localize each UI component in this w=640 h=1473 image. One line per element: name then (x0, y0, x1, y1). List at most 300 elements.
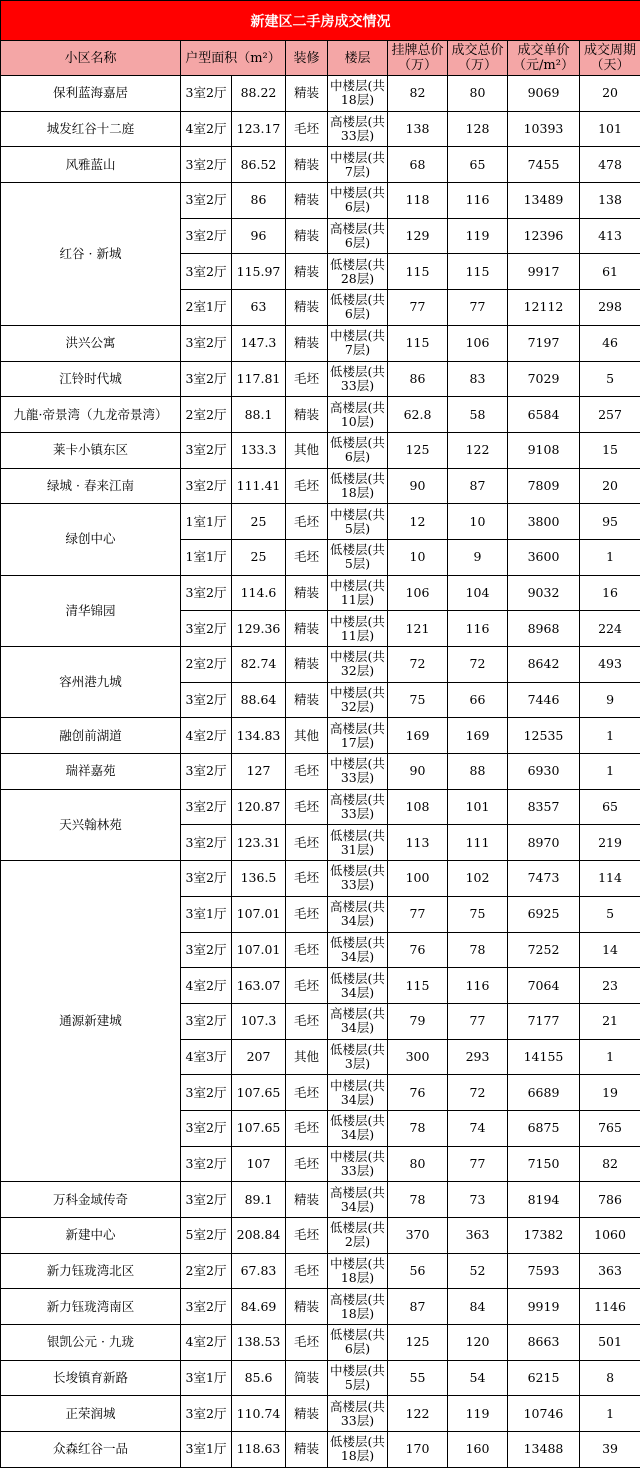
cell-community-name: 新力钰珑湾南区 (1, 1289, 181, 1325)
cell-layout: 4室3厅 (181, 1039, 232, 1075)
cell-list-price: 82 (388, 76, 448, 112)
cell-list-price: 90 (388, 754, 448, 790)
cell-floor: 中楼层(共33层) (328, 1146, 388, 1182)
cell-list-price: 122 (388, 1396, 448, 1432)
table-row (1, 1253, 640, 1289)
cell-unit-price: 7252 (508, 932, 580, 968)
cell-floor: 中楼层(共5层) (328, 1360, 388, 1396)
cell-period: 14 (580, 932, 640, 968)
cell-unit-price: 6925 (508, 896, 580, 932)
table-body (1, 76, 640, 1468)
cell-decoration: 其他 (286, 432, 328, 468)
cell-list-price: 10 (388, 539, 448, 575)
cell-list-price: 118 (388, 183, 448, 219)
cell-period: 478 (580, 147, 640, 183)
cell-deal-price: 104 (448, 575, 508, 611)
cell-floor: 低楼层(共18层) (328, 468, 388, 504)
cell-period: 20 (580, 76, 640, 112)
header-period: 成交周期（天） (580, 41, 640, 76)
cell-deal-price: 88 (448, 754, 508, 790)
cell-floor: 高楼层(共33层) (328, 111, 388, 147)
table-row (1, 1182, 640, 1218)
cell-area: 85.6 (232, 1360, 286, 1396)
cell-decoration: 精装 (286, 254, 328, 290)
cell-period: 1 (580, 539, 640, 575)
cell-layout: 2室1厅 (181, 290, 232, 326)
cell-deal-price: 116 (448, 183, 508, 219)
cell-decoration: 毛坯 (286, 1218, 328, 1254)
cell-period: 298 (580, 290, 640, 326)
cell-community-name: 众森红谷一品 (1, 1432, 181, 1468)
cell-layout: 3室2厅 (181, 825, 232, 861)
cell-unit-price: 3800 (508, 504, 580, 540)
cell-community-name: 瑞祥嘉苑 (1, 754, 181, 790)
cell-decoration: 其他 (286, 718, 328, 754)
cell-deal-price: 78 (448, 932, 508, 968)
cell-community-name: 清华锦园 (1, 575, 181, 646)
cell-period: 1 (580, 1039, 640, 1075)
cell-community-name: 正荣润城 (1, 1396, 181, 1432)
cell-decoration: 精装 (286, 1182, 328, 1218)
cell-period: 413 (580, 218, 640, 254)
table-row (1, 1218, 640, 1254)
cell-layout: 2室2厅 (181, 647, 232, 683)
cell-community-name: 保利蓝海嘉居 (1, 76, 181, 112)
cell-list-price: 113 (388, 825, 448, 861)
cell-floor: 低楼层(共5层) (328, 539, 388, 575)
cell-area: 134.83 (232, 718, 286, 754)
table-title: 新建区二手房成交情况 (1, 1, 640, 41)
cell-deal-price: 80 (448, 76, 508, 112)
cell-layout: 3室2厅 (181, 1289, 232, 1325)
cell-list-price: 78 (388, 1110, 448, 1146)
cell-list-price: 370 (388, 1218, 448, 1254)
cell-decoration: 毛坯 (286, 1253, 328, 1289)
header-deal-price: 成交总价（万） (448, 41, 508, 76)
cell-unit-price: 7593 (508, 1253, 580, 1289)
cell-period: 101 (580, 111, 640, 147)
cell-area: 111.41 (232, 468, 286, 504)
cell-period: 257 (580, 397, 640, 433)
cell-list-price: 77 (388, 290, 448, 326)
table-row (1, 183, 640, 219)
cell-layout: 3室2厅 (181, 682, 232, 718)
cell-decoration: 毛坯 (286, 932, 328, 968)
table-row (1, 1396, 640, 1432)
cell-decoration: 精装 (286, 147, 328, 183)
table-row (1, 504, 640, 540)
cell-community-name: 天兴翰林苑 (1, 789, 181, 860)
cell-layout: 3室2厅 (181, 254, 232, 290)
cell-unit-price: 6689 (508, 1075, 580, 1111)
table-row (1, 468, 640, 504)
cell-layout: 3室2厅 (181, 861, 232, 897)
cell-decoration: 毛坯 (286, 825, 328, 861)
cell-period: 765 (580, 1110, 640, 1146)
cell-floor: 中楼层(共7层) (328, 147, 388, 183)
cell-community-name: 洪兴公寓 (1, 325, 181, 361)
cell-layout: 4室2厅 (181, 1325, 232, 1361)
cell-area: 86 (232, 183, 286, 219)
cell-period: 21 (580, 1003, 640, 1039)
cell-period: 501 (580, 1325, 640, 1361)
cell-layout: 3室1厅 (181, 1360, 232, 1396)
cell-layout: 3室2厅 (181, 575, 232, 611)
cell-unit-price: 7446 (508, 682, 580, 718)
cell-floor: 中楼层(共6层) (328, 183, 388, 219)
cell-deal-price: 77 (448, 290, 508, 326)
cell-floor: 低楼层(共2层) (328, 1218, 388, 1254)
cell-deal-price: 84 (448, 1289, 508, 1325)
cell-unit-price: 12112 (508, 290, 580, 326)
cell-area: 89.1 (232, 1182, 286, 1218)
cell-layout: 3室2厅 (181, 789, 232, 825)
cell-community-name: 江铃时代城 (1, 361, 181, 397)
cell-decoration: 毛坯 (286, 896, 328, 932)
cell-decoration: 其他 (286, 1039, 328, 1075)
cell-list-price: 87 (388, 1289, 448, 1325)
cell-unit-price: 7197 (508, 325, 580, 361)
cell-floor: 低楼层(共31层) (328, 825, 388, 861)
cell-list-price: 106 (388, 575, 448, 611)
cell-decoration: 精装 (286, 183, 328, 219)
cell-layout: 2室2厅 (181, 1253, 232, 1289)
cell-list-price: 108 (388, 789, 448, 825)
cell-floor: 低楼层(共34层) (328, 1110, 388, 1146)
cell-unit-price: 7809 (508, 468, 580, 504)
cell-floor: 中楼层(共11层) (328, 611, 388, 647)
table-row (1, 647, 640, 683)
cell-period: 1 (580, 718, 640, 754)
header-list-price: 挂牌总价（万） (388, 41, 448, 76)
cell-floor: 低楼层(共6层) (328, 290, 388, 326)
cell-period: 114 (580, 861, 640, 897)
cell-layout: 3室2厅 (181, 1110, 232, 1146)
cell-decoration: 精装 (286, 575, 328, 611)
cell-list-price: 75 (388, 682, 448, 718)
cell-list-price: 55 (388, 1360, 448, 1396)
cell-area: 88.1 (232, 397, 286, 433)
cell-deal-price: 54 (448, 1360, 508, 1396)
cell-floor: 中楼层(共32层) (328, 647, 388, 683)
cell-deal-price: 77 (448, 1003, 508, 1039)
cell-deal-price: 101 (448, 789, 508, 825)
cell-layout: 4室2厅 (181, 718, 232, 754)
table-row (1, 432, 640, 468)
header-floor: 楼层 (328, 41, 388, 76)
cell-decoration: 毛坯 (286, 861, 328, 897)
cell-decoration: 毛坯 (286, 754, 328, 790)
cell-floor: 中楼层(共18层) (328, 76, 388, 112)
cell-floor: 中楼层(共11层) (328, 575, 388, 611)
cell-decoration: 精装 (286, 1432, 328, 1468)
cell-decoration: 毛坯 (286, 1003, 328, 1039)
cell-period: 363 (580, 1253, 640, 1289)
table-row (1, 1289, 640, 1325)
table-row (1, 861, 640, 897)
cell-layout: 1室1厅 (181, 539, 232, 575)
cell-layout: 3室1厅 (181, 1432, 232, 1468)
cell-floor: 中楼层(共18层) (328, 1253, 388, 1289)
header-community: 小区名称 (1, 41, 181, 76)
cell-period: 786 (580, 1182, 640, 1218)
cell-deal-price: 116 (448, 968, 508, 1004)
cell-decoration: 简装 (286, 1360, 328, 1396)
cell-deal-price: 116 (448, 611, 508, 647)
cell-area: 84.69 (232, 1289, 286, 1325)
cell-decoration: 毛坯 (286, 539, 328, 575)
cell-unit-price: 7150 (508, 1146, 580, 1182)
cell-list-price: 121 (388, 611, 448, 647)
cell-area: 67.83 (232, 1253, 286, 1289)
cell-floor: 低楼层(共3层) (328, 1039, 388, 1075)
cell-community-name: 银凯公元 · 九珑 (1, 1325, 181, 1361)
cell-unit-price: 7473 (508, 861, 580, 897)
cell-layout: 4室2厅 (181, 111, 232, 147)
cell-decoration: 精装 (286, 1396, 328, 1432)
cell-layout: 3室2厅 (181, 76, 232, 112)
cell-unit-price: 8968 (508, 611, 580, 647)
cell-area: 129.36 (232, 611, 286, 647)
cell-period: 138 (580, 183, 640, 219)
cell-community-name: 绿城 · 春来江南 (1, 468, 181, 504)
cell-list-price: 138 (388, 111, 448, 147)
cell-layout: 3室2厅 (181, 611, 232, 647)
cell-floor: 高楼层(共34层) (328, 1003, 388, 1039)
cell-community-name: 融创前湖道 (1, 718, 181, 754)
cell-area: 115.97 (232, 254, 286, 290)
cell-decoration: 毛坯 (286, 1325, 328, 1361)
cell-floor: 低楼层(共34层) (328, 932, 388, 968)
cell-community-name: 长埈镇育新路 (1, 1360, 181, 1396)
cell-decoration: 精装 (286, 1289, 328, 1325)
cell-community-name: 新建中心 (1, 1218, 181, 1254)
table-row (1, 397, 640, 433)
cell-floor: 高楼层(共6层) (328, 218, 388, 254)
cell-deal-price: 77 (448, 1146, 508, 1182)
cell-unit-price: 17382 (508, 1218, 580, 1254)
cell-deal-price: 65 (448, 147, 508, 183)
table-row (1, 789, 640, 825)
cell-layout: 3室2厅 (181, 1146, 232, 1182)
cell-area: 133.3 (232, 432, 286, 468)
cell-decoration: 毛坯 (286, 1075, 328, 1111)
table-row (1, 754, 640, 790)
cell-floor: 高楼层(共10层) (328, 397, 388, 433)
cell-area: 163.07 (232, 968, 286, 1004)
cell-deal-price: 128 (448, 111, 508, 147)
cell-list-price: 80 (388, 1146, 448, 1182)
cell-list-price: 115 (388, 254, 448, 290)
cell-area: 147.3 (232, 325, 286, 361)
cell-list-price: 62.8 (388, 397, 448, 433)
cell-period: 23 (580, 968, 640, 1004)
cell-layout: 3室2厅 (181, 468, 232, 504)
cell-area: 107.01 (232, 896, 286, 932)
cell-list-price: 86 (388, 361, 448, 397)
header-unit-price: 成交单价（元/m²） (508, 41, 580, 76)
cell-area: 107.65 (232, 1110, 286, 1146)
cell-decoration: 毛坯 (286, 361, 328, 397)
cell-decoration: 精装 (286, 218, 328, 254)
cell-unit-price: 9069 (508, 76, 580, 112)
cell-list-price: 115 (388, 968, 448, 1004)
header-decoration: 装修 (286, 41, 328, 76)
cell-community-name: 新力钰珑湾北区 (1, 1253, 181, 1289)
cell-area: 117.81 (232, 361, 286, 397)
cell-decoration: 精装 (286, 682, 328, 718)
table-row (1, 325, 640, 361)
cell-deal-price: 72 (448, 1075, 508, 1111)
cell-floor: 中楼层(共33层) (328, 754, 388, 790)
cell-area: 25 (232, 504, 286, 540)
cell-unit-price: 3600 (508, 539, 580, 575)
cell-period: 219 (580, 825, 640, 861)
cell-area: 107.65 (232, 1075, 286, 1111)
cell-unit-price: 14155 (508, 1039, 580, 1075)
cell-unit-price: 9032 (508, 575, 580, 611)
cell-decoration: 精装 (286, 76, 328, 112)
cell-list-price: 77 (388, 896, 448, 932)
cell-period: 1 (580, 1396, 640, 1432)
cell-unit-price: 10393 (508, 111, 580, 147)
cell-layout: 3室2厅 (181, 754, 232, 790)
cell-layout: 3室2厅 (181, 1182, 232, 1218)
cell-list-price: 125 (388, 1325, 448, 1361)
cell-floor: 低楼层(共33层) (328, 361, 388, 397)
cell-list-price: 76 (388, 932, 448, 968)
cell-decoration: 毛坯 (286, 504, 328, 540)
cell-floor: 高楼层(共34层) (328, 896, 388, 932)
cell-layout: 3室2厅 (181, 932, 232, 968)
table-row (1, 361, 640, 397)
cell-list-price: 90 (388, 468, 448, 504)
cell-layout: 5室2厅 (181, 1218, 232, 1254)
cell-floor: 高楼层(共34层) (328, 1182, 388, 1218)
cell-list-price: 12 (388, 504, 448, 540)
cell-deal-price: 363 (448, 1218, 508, 1254)
cell-area: 107.3 (232, 1003, 286, 1039)
cell-area: 88.22 (232, 76, 286, 112)
cell-unit-price: 6215 (508, 1360, 580, 1396)
cell-layout: 1室1厅 (181, 504, 232, 540)
cell-period: 1 (580, 754, 640, 790)
table-row (1, 718, 640, 754)
cell-period: 82 (580, 1146, 640, 1182)
cell-decoration: 精装 (286, 611, 328, 647)
cell-unit-price: 7177 (508, 1003, 580, 1039)
cell-decoration: 精装 (286, 290, 328, 326)
cell-decoration: 毛坯 (286, 111, 328, 147)
cell-unit-price: 10746 (508, 1396, 580, 1432)
cell-floor: 低楼层(共34层) (328, 968, 388, 1004)
cell-floor: 低楼层(共18层) (328, 1432, 388, 1468)
cell-community-name: 红谷 · 新城 (1, 183, 181, 326)
cell-area: 110.74 (232, 1396, 286, 1432)
cell-deal-price: 119 (448, 1396, 508, 1432)
table-row (1, 575, 640, 611)
cell-community-name: 九龍·帝景湾（九龙帝景湾） (1, 397, 181, 433)
cell-unit-price: 12396 (508, 218, 580, 254)
cell-floor: 低楼层(共6层) (328, 432, 388, 468)
cell-community-name: 莱卡小镇东区 (1, 432, 181, 468)
cell-period: 1060 (580, 1218, 640, 1254)
cell-area: 96 (232, 218, 286, 254)
cell-floor: 低楼层(共28层) (328, 254, 388, 290)
cell-layout: 3室2厅 (181, 1396, 232, 1432)
cell-list-price: 300 (388, 1039, 448, 1075)
cell-period: 8 (580, 1360, 640, 1396)
cell-layout: 3室2厅 (181, 218, 232, 254)
cell-period: 1146 (580, 1289, 640, 1325)
cell-unit-price: 8194 (508, 1182, 580, 1218)
cell-floor: 高楼层(共33层) (328, 789, 388, 825)
cell-unit-price: 13488 (508, 1432, 580, 1468)
cell-floor: 中楼层(共7层) (328, 325, 388, 361)
cell-period: 19 (580, 1075, 640, 1111)
cell-area: 127 (232, 754, 286, 790)
cell-area: 107.01 (232, 932, 286, 968)
cell-floor: 高楼层(共17层) (328, 718, 388, 754)
cell-list-price: 170 (388, 1432, 448, 1468)
cell-floor: 中楼层(共32层) (328, 682, 388, 718)
table-row (1, 1432, 640, 1468)
cell-deal-price: 58 (448, 397, 508, 433)
cell-community-name: 绿创中心 (1, 504, 181, 575)
cell-floor: 中楼层(共5层) (328, 504, 388, 540)
cell-unit-price: 13489 (508, 183, 580, 219)
cell-period: 39 (580, 1432, 640, 1468)
cell-list-price: 79 (388, 1003, 448, 1039)
cell-layout: 3室2厅 (181, 183, 232, 219)
cell-area: 123.31 (232, 825, 286, 861)
cell-deal-price: 9 (448, 539, 508, 575)
cell-period: 20 (580, 468, 640, 504)
cell-period: 16 (580, 575, 640, 611)
cell-period: 95 (580, 504, 640, 540)
cell-floor: 高楼层(共33层) (328, 1396, 388, 1432)
cell-unit-price: 8357 (508, 789, 580, 825)
cell-unit-price: 7064 (508, 968, 580, 1004)
cell-list-price: 78 (388, 1182, 448, 1218)
cell-deal-price: 119 (448, 218, 508, 254)
cell-decoration: 精装 (286, 397, 328, 433)
cell-area: 107 (232, 1146, 286, 1182)
cell-list-price: 68 (388, 147, 448, 183)
cell-decoration: 毛坯 (286, 1146, 328, 1182)
cell-unit-price: 8663 (508, 1325, 580, 1361)
cell-list-price: 129 (388, 218, 448, 254)
cell-list-price: 72 (388, 647, 448, 683)
table-row (1, 111, 640, 147)
cell-area: 208.84 (232, 1218, 286, 1254)
cell-deal-price: 75 (448, 896, 508, 932)
cell-unit-price: 6875 (508, 1110, 580, 1146)
cell-layout: 3室2厅 (181, 325, 232, 361)
cell-list-price: 76 (388, 1075, 448, 1111)
table-row (1, 76, 640, 112)
cell-community-name: 城发红谷十二庭 (1, 111, 181, 147)
cell-area: 120.87 (232, 789, 286, 825)
cell-layout: 3室2厅 (181, 1003, 232, 1039)
cell-list-price: 115 (388, 325, 448, 361)
cell-layout: 3室2厅 (181, 147, 232, 183)
cell-floor: 高楼层(共18层) (328, 1289, 388, 1325)
table-row (1, 1325, 640, 1361)
cell-list-price: 100 (388, 861, 448, 897)
cell-deal-price: 293 (448, 1039, 508, 1075)
header-layout-area: 户型面积（m²） (181, 41, 286, 76)
